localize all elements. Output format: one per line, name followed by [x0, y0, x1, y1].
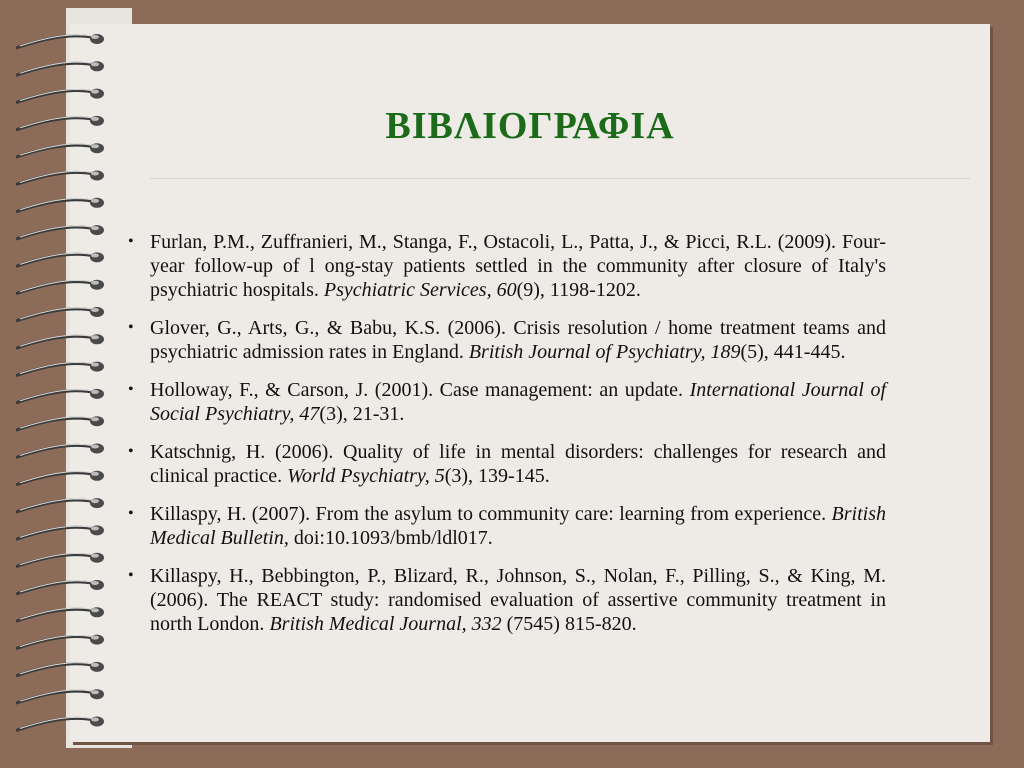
spiral-ring — [16, 252, 104, 266]
reference-journal: World Psychiatry, 5 — [287, 465, 445, 487]
reference-details: doi:10.1093/bmb/ldl017. — [288, 527, 493, 549]
spiral-ring — [16, 498, 104, 512]
spiral-ring — [16, 307, 104, 321]
reference-item — [126, 440, 886, 488]
spiral-ring — [16, 416, 104, 430]
reference-details: (3), 139-145. — [444, 465, 550, 487]
spiral-ring — [16, 334, 104, 348]
spiral-ring — [16, 34, 104, 48]
reference-details: (5), 441-445. — [740, 341, 846, 363]
spiral-binding-icon — [0, 0, 120, 768]
spiral-ring — [16, 525, 104, 539]
spiral-ring — [16, 143, 104, 157]
spiral-ring — [16, 444, 104, 458]
reference-item — [126, 502, 886, 550]
reference-list — [126, 230, 886, 650]
reference-text: Killaspy, H. (2007). From the asylum to community care: learning from experience. — [150, 503, 832, 525]
spiral-ring — [16, 580, 104, 594]
spiral-ring — [16, 362, 104, 376]
bullet-icon: • — [128, 233, 134, 250]
spiral-ring — [16, 717, 104, 731]
bullet-icon: • — [128, 319, 134, 336]
spiral-ring — [16, 389, 104, 403]
reference-item — [126, 230, 886, 302]
page-title: ΒΙΒΛΙΟΓΡΑΦΙΑ — [385, 105, 675, 147]
spiral-ring — [16, 89, 104, 103]
reference-text: Furlan, P.M., Zuffranieri, M., Stanga, F., Ostacoli, L., Patta, J., & Picci, R.L. (2009). Four-year follow-up of l ong-stay patients settled in the community after closure of Italy's psychiatric hospitals. — [150, 231, 886, 301]
reference-item — [126, 564, 886, 636]
reference-journal: British Medical Bulletin, — [150, 503, 886, 549]
spiral-ring — [16, 607, 104, 621]
reference-details: (7545) 815-820. — [501, 613, 637, 635]
reference-journal: International Journal of Social Psychiatry, 47 — [150, 379, 887, 425]
reference-text: Glover, G., Arts, G., & Babu, K.S. (2006). Crisis resolution / home treatment teams and psychiatric admission rates in England. — [150, 317, 886, 363]
spiral-ring — [16, 635, 104, 649]
title-divider — [150, 178, 970, 179]
reference-journal: Psychiatric Services, 60 — [323, 279, 517, 301]
reference-journal: British Medical Journal, 332 — [269, 613, 502, 635]
reference-details: (3), 21-31. — [319, 403, 405, 425]
reference-item — [126, 316, 886, 364]
spiral-ring — [16, 553, 104, 567]
reference-text: Killaspy, H., Bebbington, P., Blizard, R., Johnson, S., Nolan, F., Pilling, S., & King, M. (2006). The REACT study: randomised evaluation of assertive community treatment in north London. — [150, 565, 886, 635]
spiral-ring — [16, 471, 104, 485]
slide-page — [70, 24, 990, 742]
reference-journal: British Journal of Psychiatry, 189 — [468, 341, 741, 363]
spiral-ring — [16, 116, 104, 130]
bullet-icon: • — [128, 505, 134, 522]
spiral-ring — [16, 689, 104, 703]
reference-item — [126, 378, 886, 426]
spiral-ring — [16, 198, 104, 212]
reference-text: Holloway, F., & Carson, J. (2001). Case management: an update. — [150, 379, 690, 401]
spiral-ring — [16, 280, 104, 294]
bullet-icon: • — [128, 567, 134, 584]
reference-text: Katschnig, H. (2006). Quality of life in mental disorders: challenges for research and clinical practice. — [150, 441, 886, 487]
spiral-ring — [16, 171, 104, 185]
bullet-icon: • — [128, 443, 134, 460]
bullet-icon: • — [128, 381, 134, 398]
reference-details: (9), 1198-1202. — [516, 279, 641, 301]
spiral-ring — [16, 662, 104, 676]
spiral-ring — [16, 61, 104, 75]
spiral-ring — [16, 225, 104, 239]
